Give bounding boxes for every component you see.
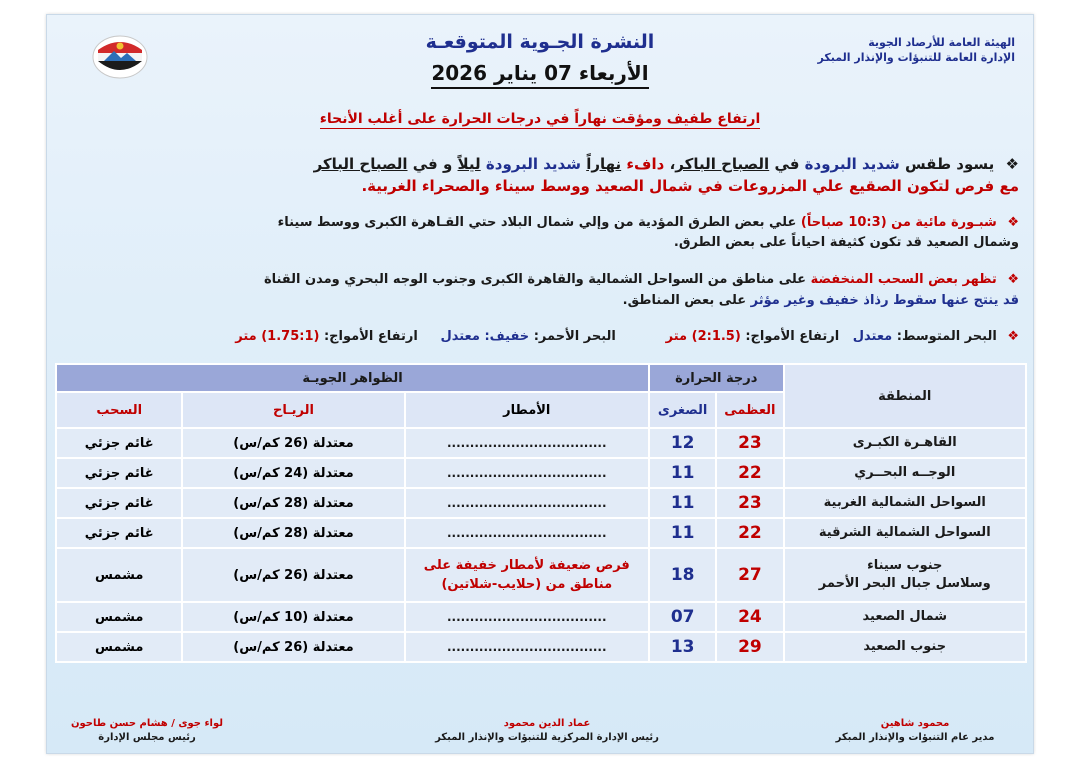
signature-title: رئيس الإدارة المركزية للتنبؤات والإنذار المبكر <box>435 732 659 743</box>
row-rain-line2: مناطق من (حلايب-شلاتين) <box>441 577 613 592</box>
table-row <box>56 632 1026 662</box>
signature-title: مدير عام التنبؤات والإنذار المبكر <box>835 732 995 743</box>
row-max: 22 <box>716 518 783 548</box>
b2-fog-text: علي بعض الطرق المؤدية من وإلي شمال البلاد حتي القـاهرة الكبرى ووسط سيناء <box>277 215 797 230</box>
row-rain: ................................... <box>405 488 650 518</box>
row-wind: معتدلة (26 كم/س) <box>182 428 404 458</box>
header-min: الصغرى <box>649 392 716 428</box>
signature-name: محمود شاهين <box>880 718 950 729</box>
organization-header <box>818 35 1015 65</box>
row-clouds: مشمس <box>56 632 182 662</box>
header-rain: الأمطار <box>405 392 650 428</box>
row-region: السواحل الشمالية الشرقية <box>784 518 1026 548</box>
forecast-table <box>55 363 1027 663</box>
row-rain: ................................... <box>405 602 650 632</box>
red-wave-label: ارتفاع الأمواج: <box>323 329 418 344</box>
b1-daytime: نهاراً <box>586 155 622 173</box>
med-wave-label: ارتفاع الأمواج: <box>745 329 840 344</box>
header-phenomena: الظواهر الجويـة <box>56 364 649 392</box>
table-row <box>56 518 1026 548</box>
row-region-line1: جنوب سيناء <box>867 558 943 573</box>
row-max: 29 <box>716 632 783 662</box>
header-wind: الريـاح <box>182 392 404 428</box>
b3-clouds-text: على مناطق من السواحل الشمالية والقاهرة الكبرى وجنوب الوجه البحري ومدن القناة <box>263 272 807 287</box>
b1-in: في <box>774 155 800 173</box>
header-region: المنطقة <box>784 364 1026 428</box>
b1-cold-night: شديد البرودة <box>485 155 581 173</box>
b3-clouds-lead: تظهر بعض السحب المنخفضة <box>810 272 997 287</box>
row-min: 11 <box>649 518 716 548</box>
row-rain <box>405 548 650 602</box>
row-region-line2: وسلاسل جبال البحر الأحمر <box>818 576 991 591</box>
row-max: 22 <box>716 458 783 488</box>
b1-warm: دافء <box>626 155 665 173</box>
bullet-sea-state <box>71 327 1019 347</box>
org-name: الهيئة العامة للأرصاد الجوية <box>868 36 1015 49</box>
row-min: 11 <box>649 458 716 488</box>
table-row <box>56 602 1026 632</box>
row-region: جنوب الصعيد <box>784 632 1026 662</box>
table-row <box>56 488 1026 518</box>
row-min: 11 <box>649 488 716 518</box>
weather-bulletin-page <box>46 14 1034 754</box>
b2-fog-line2: وشمال الصعيد قد تكون كثيفة احياناً على بعض الطرق. <box>673 235 1019 250</box>
b3-drizzle: قد ينتج عنها سقوط رذاذ خفيف وغير مؤثر <box>750 293 1019 308</box>
red-sea-label: البحر الأحمر: <box>533 329 616 344</box>
row-wind: معتدلة (26 كم/س) <box>182 632 404 662</box>
b1-early-morning-2: الصباح الباكر <box>313 155 408 173</box>
b1-text: يسود طقس <box>904 155 995 173</box>
b1-night: ليلاً <box>457 155 481 173</box>
bullet-clouds <box>71 269 1019 311</box>
row-max: 23 <box>716 488 783 518</box>
bullet-diamond-icon: ❖ <box>1007 215 1019 230</box>
header-clouds: السحب <box>56 392 182 428</box>
row-min: 07 <box>649 602 716 632</box>
table-row <box>56 428 1026 458</box>
med-sea-label: البحر المتوسط: <box>896 329 997 344</box>
ema-logo-icon <box>91 33 149 81</box>
b1-frost-line: مع فرص لتكون الصقيع علي المزروعات في شمال الصعيد ووسط سيناء والصحراء الغربية. <box>361 177 1019 195</box>
header-temperature: درجة الحرارة <box>649 364 783 392</box>
signature-title: رئيس مجلس الإدارة <box>98 732 196 743</box>
row-wind: معتدلة (28 كم/س) <box>182 488 404 518</box>
red-sea-value: خفيف: معتدل <box>440 329 530 344</box>
row-clouds: مشمس <box>56 548 182 602</box>
row-rain: ................................... <box>405 518 650 548</box>
signature-name: لواء جوى / هشام حسن طاحون <box>70 718 224 729</box>
row-region: الوجــه البحــري <box>784 458 1026 488</box>
bullet-fog <box>71 213 1019 253</box>
row-rain: ................................... <box>405 458 650 488</box>
row-min: 12 <box>649 428 716 458</box>
bullet-general-weather <box>71 153 1019 197</box>
row-wind: معتدلة (24 كم/س) <box>182 458 404 488</box>
row-clouds: غائم جزئي <box>56 488 182 518</box>
header-max: العظمى <box>716 392 783 428</box>
bulletin-date <box>347 61 733 85</box>
row-rain-line1: فرص ضعيفة لأمطار خفيفة على <box>423 558 630 573</box>
bulletin-title: النشرة الجـوية المتوقعـة <box>425 31 655 53</box>
row-clouds: غائم جزئي <box>56 428 182 458</box>
bullet-diamond-icon: ❖ <box>1007 272 1019 287</box>
b3-areas: على بعض المناطق. <box>622 293 747 308</box>
row-max: 23 <box>716 428 783 458</box>
bulletin-headline <box>247 111 833 127</box>
row-wind: معتدلة (28 كم/س) <box>182 518 404 548</box>
row-wind: معتدلة (26 كم/س) <box>182 548 404 602</box>
signature-central-admin <box>417 717 677 745</box>
row-rain: ................................... <box>405 632 650 662</box>
med-sea-value: معتدل <box>852 329 893 344</box>
bulletin-headline-text: ارتفاع طفيف ومؤقت نهاراً في درجات الحرارة على أغلب الأنحاء <box>319 111 761 127</box>
b1-comma: ، <box>669 155 676 173</box>
b2-fog-lead: شبـورة مائية من (10:3 صباحاً) <box>800 215 997 230</box>
row-region: السواحل الشمالية الغربية <box>784 488 1026 518</box>
org-department: الإدارة العامة للتنبؤات والإنذار المبكر <box>817 51 1015 64</box>
row-clouds: غائم جزئي <box>56 518 182 548</box>
signature-chairman <box>57 717 237 745</box>
row-clouds: مشمس <box>56 602 182 632</box>
bullet-diamond-icon: ❖ <box>1007 329 1019 344</box>
signature-forecast-director <box>815 717 1015 745</box>
row-max: 27 <box>716 548 783 602</box>
signature-name: عماد الدين محمود <box>503 718 591 729</box>
med-wave-value: (2:1.5) متر <box>665 329 741 344</box>
red-wave-value: (1.75:1) متر <box>235 329 320 344</box>
table-row <box>56 458 1026 488</box>
table-row <box>56 548 1026 602</box>
row-min: 13 <box>649 632 716 662</box>
b1-early-morning: الصباح الباكر <box>675 155 770 173</box>
b1-cold: شديد البرودة <box>804 155 900 173</box>
row-region: شمال الصعيد <box>784 602 1026 632</box>
row-rain: ................................... <box>405 428 650 458</box>
bulletin-date-text: الأربعاء 07 يناير 2026 <box>431 61 648 89</box>
bullet-diamond-icon: ❖ <box>1005 155 1019 173</box>
row-region <box>784 548 1026 602</box>
row-region: القاهـرة الكبـرى <box>784 428 1026 458</box>
row-clouds: غائم جزئي <box>56 458 182 488</box>
row-wind: معتدلة (10 كم/س) <box>182 602 404 632</box>
b1-and-in: و في <box>412 155 453 173</box>
row-min: 18 <box>649 548 716 602</box>
row-max: 24 <box>716 602 783 632</box>
